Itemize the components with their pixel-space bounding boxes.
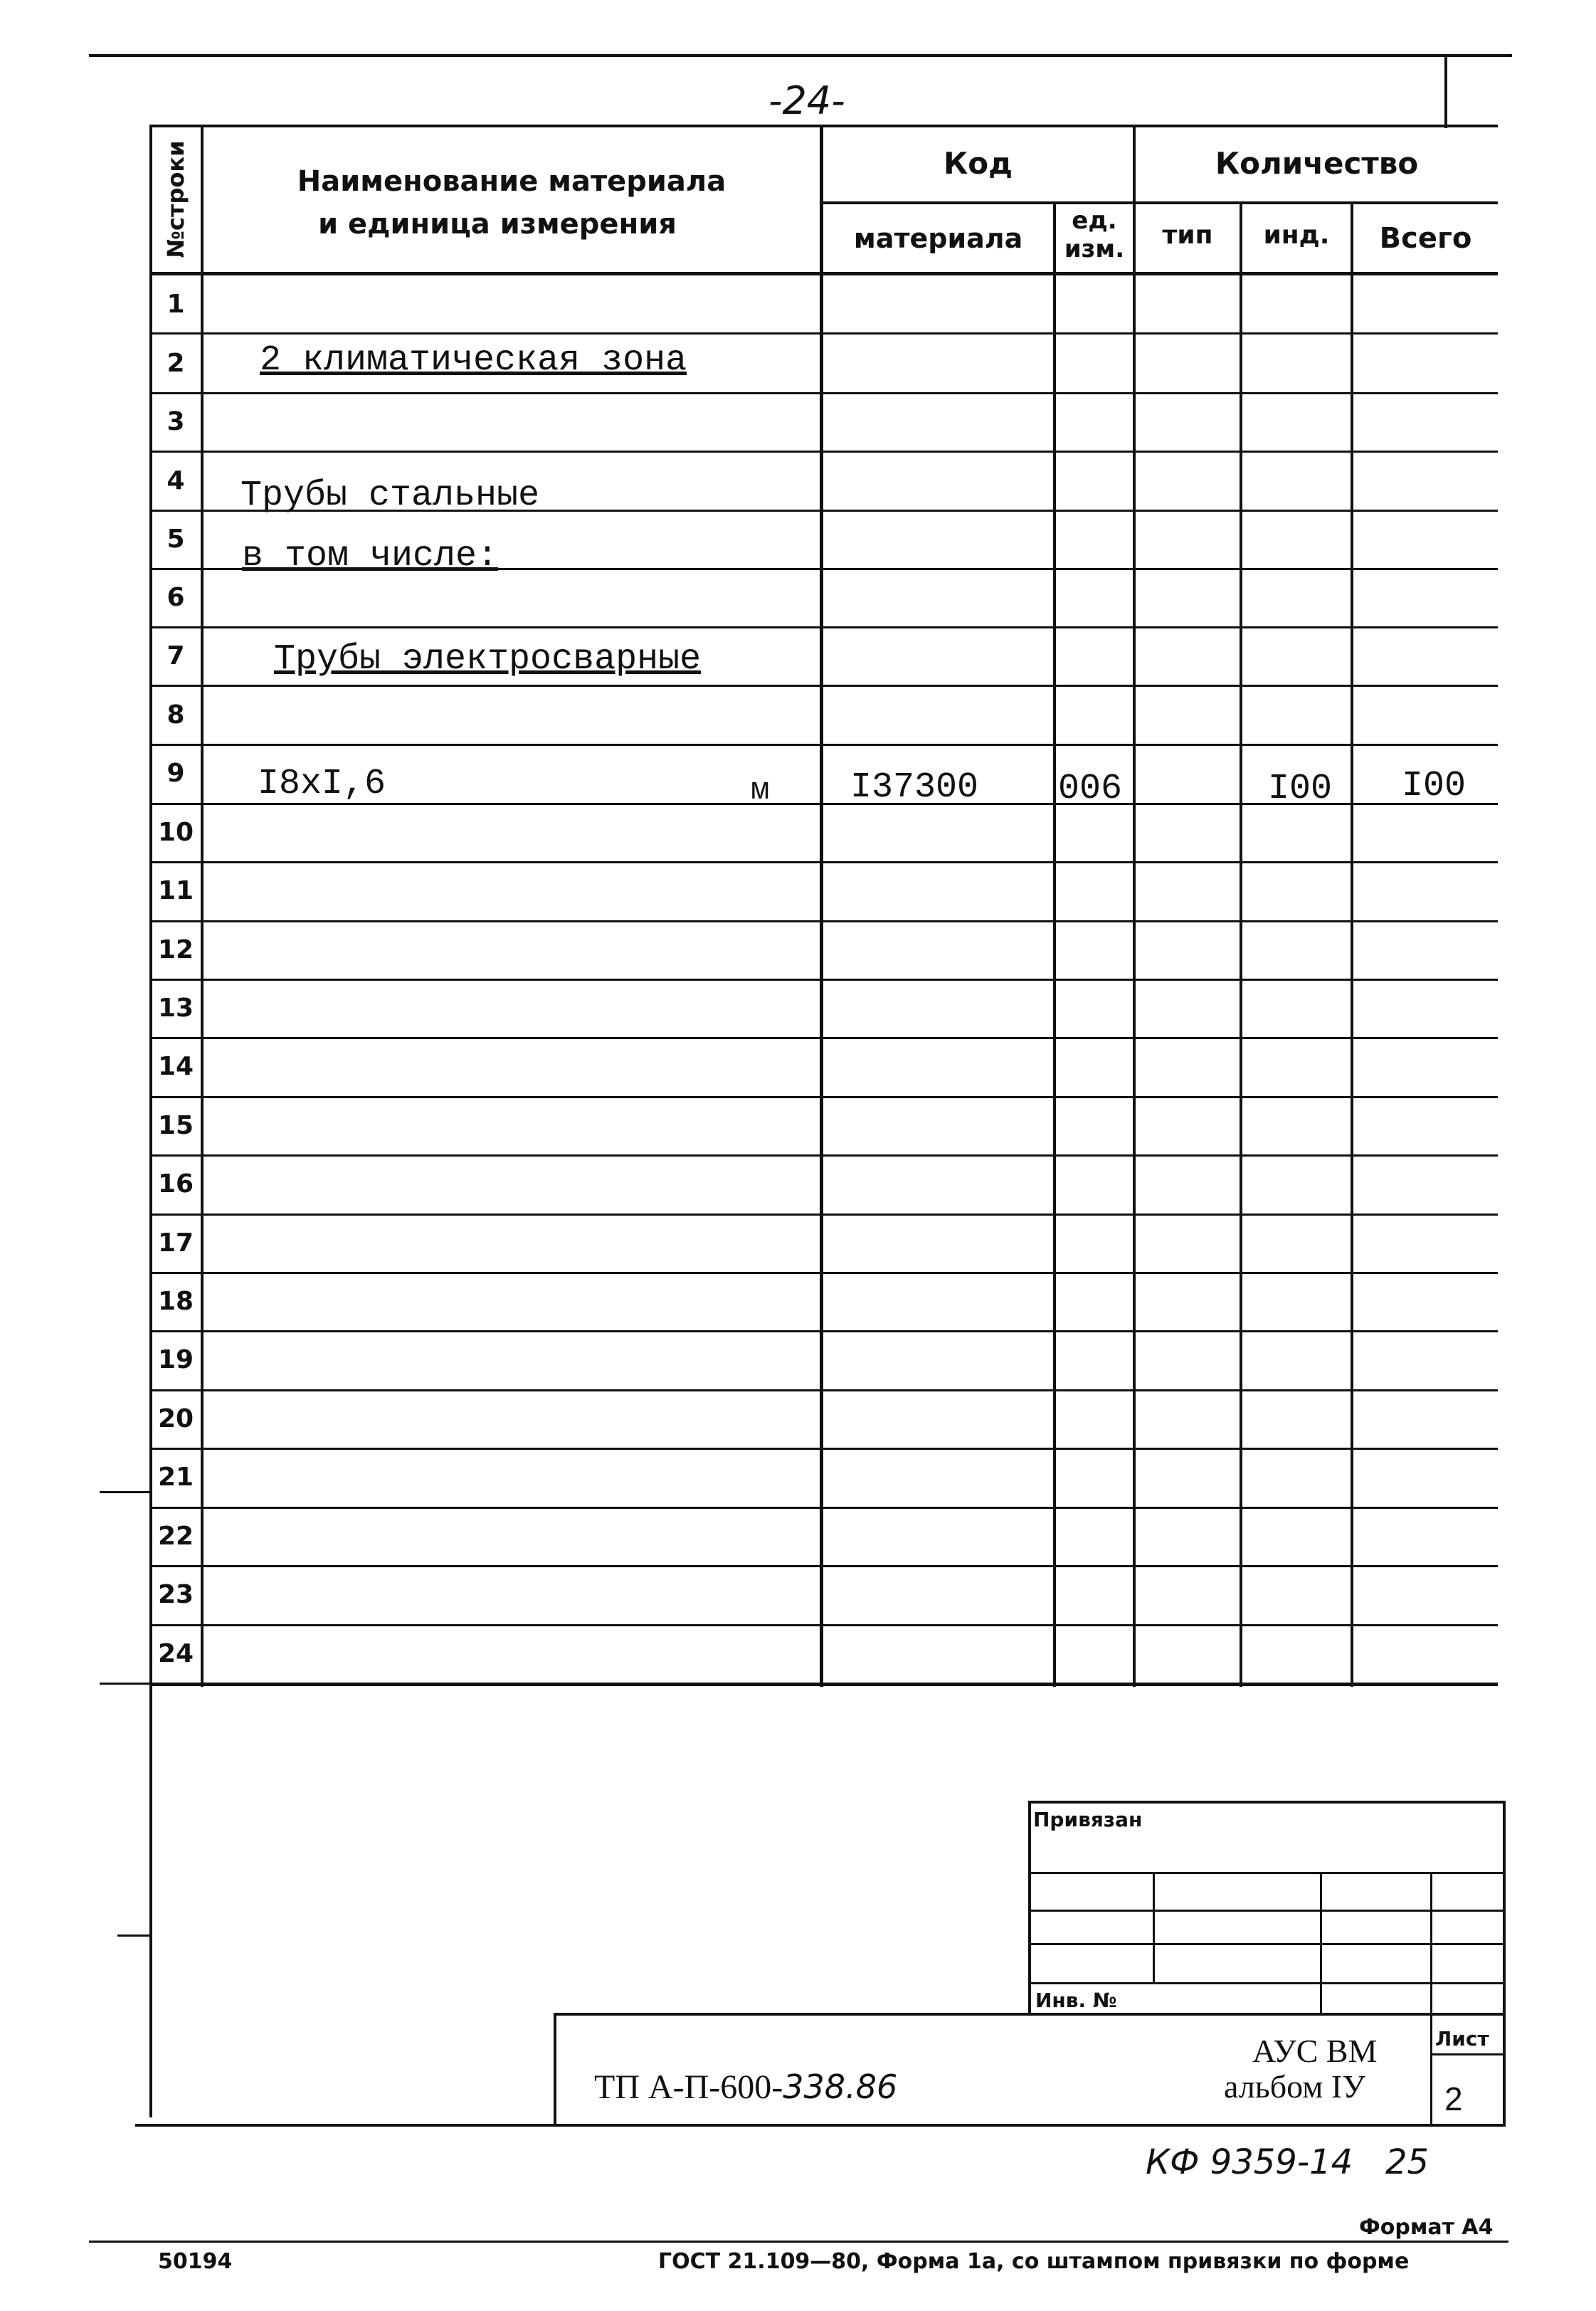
row-number: 3 bbox=[167, 407, 185, 436]
col-header-unit-line2: изм. bbox=[1064, 235, 1125, 263]
entry-steel-pipes: Трубы стальные bbox=[241, 475, 540, 516]
row-line bbox=[149, 451, 1498, 453]
row-number: 19 bbox=[157, 1345, 194, 1374]
row-number: 5 bbox=[167, 525, 185, 554]
row-number: 2 bbox=[167, 349, 185, 378]
row-line bbox=[149, 1565, 1498, 1567]
album-number: альбом IУ bbox=[1224, 2068, 1365, 2105]
col-header-name-line1: Наименование материала bbox=[297, 165, 726, 198]
row-number: 1 bbox=[167, 290, 185, 319]
gost-reference: ГОСТ 21.109—80, Форма 1а, со штампом привязки по форме bbox=[658, 2249, 1410, 2274]
row-line bbox=[149, 979, 1498, 981]
row-line bbox=[149, 1624, 1498, 1626]
stamp-line bbox=[1430, 1872, 1432, 2014]
row-line bbox=[149, 332, 1498, 335]
table-top-border bbox=[149, 125, 1498, 127]
row-line bbox=[149, 685, 1498, 687]
title-block-left bbox=[554, 2013, 556, 2127]
sheet-label: Лист bbox=[1435, 2027, 1489, 2051]
row-number: 6 bbox=[167, 583, 185, 612]
top-right-tick bbox=[1444, 54, 1447, 128]
row-number: 7 bbox=[167, 641, 185, 670]
format-label: Формат А4 bbox=[1359, 2215, 1494, 2240]
col-divider-material bbox=[1053, 203, 1056, 1687]
row-number: 22 bbox=[157, 1522, 194, 1551]
row-number: 20 bbox=[157, 1404, 194, 1433]
section-code: АУС ВМ bbox=[1252, 2033, 1378, 2069]
row-line bbox=[149, 744, 1498, 746]
col-divider-name bbox=[820, 125, 823, 1687]
doc-code-prefix: ТП А-П-600- bbox=[594, 2068, 783, 2106]
margin-tick bbox=[117, 1934, 151, 1937]
row-line bbox=[149, 1096, 1498, 1098]
row-line bbox=[149, 1214, 1498, 1216]
header-bottom-line bbox=[149, 272, 1498, 275]
row-number: 8 bbox=[167, 700, 185, 730]
entry-climate-zone: 2 климатическая зона bbox=[260, 340, 687, 381]
table-bottom-border bbox=[149, 1683, 1498, 1686]
entry-welded-pipes: Трубы электросварные bbox=[274, 639, 702, 680]
row-number: 24 bbox=[157, 1639, 194, 1668]
row-line bbox=[149, 1448, 1498, 1450]
row-line bbox=[149, 1389, 1498, 1391]
col-divider-unit bbox=[1133, 125, 1136, 1687]
item-unit-code: 006 bbox=[1058, 769, 1123, 809]
item-total-quantity: I00 bbox=[1402, 766, 1466, 806]
stamp-line bbox=[1320, 1872, 1322, 2014]
col-header-material: материала bbox=[853, 223, 1023, 254]
col-header-rownum: №строки bbox=[162, 140, 189, 258]
row-number: 9 bbox=[167, 759, 185, 788]
row-number: 16 bbox=[157, 1169, 194, 1199]
row-line bbox=[149, 861, 1498, 863]
stamp-line bbox=[1028, 1872, 1505, 1874]
row-line bbox=[149, 626, 1498, 628]
doc-code bbox=[594, 2068, 897, 2107]
row-line bbox=[149, 1507, 1498, 1509]
stamp-top-line bbox=[1028, 1801, 1505, 1804]
row-number: 23 bbox=[157, 1580, 194, 1609]
stamp-inv-label: Инв. № bbox=[1035, 1989, 1117, 2012]
row-number: 21 bbox=[157, 1463, 194, 1492]
title-block-right bbox=[1503, 1801, 1506, 2127]
col-divider-ind bbox=[1351, 203, 1353, 1687]
col-header-code: Код bbox=[943, 146, 1013, 181]
stamp-line bbox=[1028, 1943, 1505, 1945]
col-header-type: тип bbox=[1162, 221, 1213, 250]
row-number: 4 bbox=[167, 466, 185, 495]
sheet-number: 2 bbox=[1444, 2080, 1463, 2117]
col-divider-type bbox=[1240, 203, 1242, 1687]
item-ind-quantity: I00 bbox=[1268, 769, 1333, 809]
row-number: 11 bbox=[157, 876, 194, 905]
page-number: -24- bbox=[768, 78, 845, 123]
row-number: 17 bbox=[157, 1228, 194, 1258]
item-unit: м bbox=[751, 773, 770, 809]
row-number: 18 bbox=[157, 1287, 194, 1316]
stamp-line bbox=[1028, 1982, 1505, 1984]
footer-left-code: 50194 bbox=[158, 2249, 233, 2274]
margin-tick bbox=[100, 1683, 151, 1685]
row-line bbox=[149, 1272, 1498, 1274]
header-mid-line bbox=[820, 201, 1498, 204]
handwritten-reference: КФ 9359-14 25 bbox=[1146, 2142, 1429, 2182]
col-header-name-line2: и единица измерения bbox=[318, 208, 677, 241]
row-number: 14 bbox=[157, 1052, 194, 1081]
col-header-unit-line1: ед. bbox=[1072, 206, 1117, 235]
col-header-ind: инд. bbox=[1263, 221, 1330, 250]
row-line bbox=[149, 1330, 1498, 1332]
title-block-sheet-divider bbox=[1430, 2013, 1432, 2125]
title-block-top bbox=[554, 2013, 1505, 2016]
row-line bbox=[149, 1154, 1498, 1157]
row-number: 12 bbox=[157, 935, 194, 964]
col-header-total: Всего bbox=[1379, 222, 1472, 255]
col-header-quantity: Количество bbox=[1215, 146, 1419, 181]
row-line bbox=[149, 920, 1498, 922]
stamp-bound-label: Привязан bbox=[1033, 1808, 1143, 1831]
margin-tick bbox=[100, 1491, 151, 1493]
row-number: 10 bbox=[157, 818, 194, 847]
top-border-line bbox=[89, 54, 1512, 57]
footer-line bbox=[89, 2241, 1508, 2243]
stamp-line bbox=[1028, 1910, 1505, 1912]
doc-code-suffix: 338.86 bbox=[783, 2068, 898, 2106]
title-block-bottom bbox=[135, 2124, 1505, 2127]
row-line bbox=[149, 392, 1498, 394]
title-block-sheet-line bbox=[1430, 2053, 1505, 2055]
col-divider-rownum bbox=[201, 125, 204, 1687]
stamp-line bbox=[1153, 1872, 1155, 1982]
entry-including: в том числе: bbox=[242, 536, 499, 577]
row-line bbox=[149, 1037, 1498, 1039]
item-size: I8xI,6 bbox=[258, 764, 386, 804]
row-number: 15 bbox=[157, 1111, 194, 1140]
item-material-code: I37300 bbox=[850, 767, 979, 808]
row-number: 13 bbox=[157, 994, 194, 1023]
